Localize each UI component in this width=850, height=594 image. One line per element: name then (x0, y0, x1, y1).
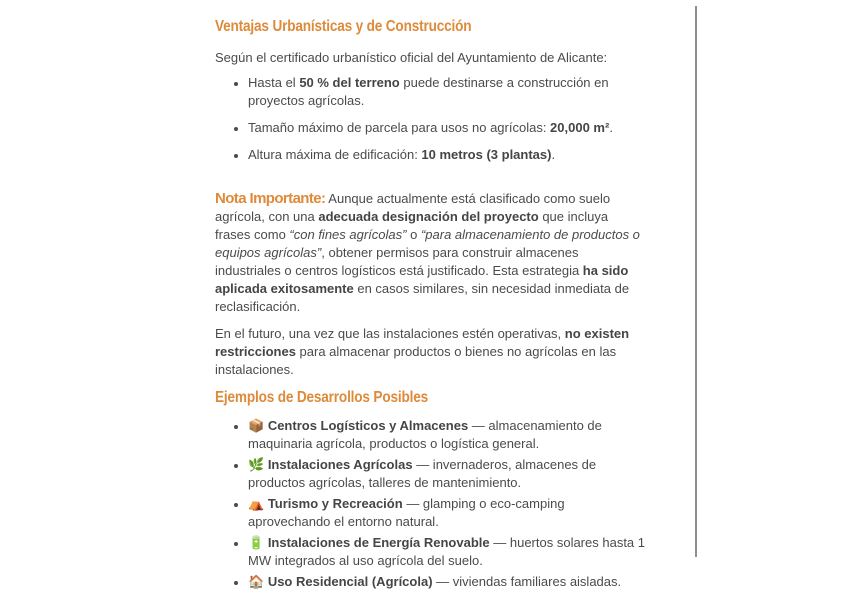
example-title: Turismo y Recreación (267, 496, 403, 511)
example-title: Uso Residencial (Agrícola) (267, 574, 433, 589)
list-item (248, 417, 645, 453)
examples-list (215, 417, 645, 591)
future-text: para almacenar productos o bienes no agrícolas en las instalaciones. (215, 344, 617, 377)
pane-divider (695, 6, 697, 557)
future-text: En el futuro, una vez que las instalaciones estén operativas, (215, 326, 565, 341)
package-icon: 📦 (248, 418, 265, 433)
list-item (248, 573, 645, 591)
list-item-bold: 20,000 m² (550, 120, 610, 135)
list-item (248, 495, 645, 531)
example-title: Instalaciones Agrícolas (267, 457, 413, 472)
note-italic-quote: “para almacenamiento de productos o equipos agrícolas” (215, 227, 640, 260)
list-item-bold: 50 % del terreno (299, 75, 400, 90)
list-item-text: . (609, 120, 613, 135)
list-item-text: Altura máxima de edificación: (248, 147, 422, 162)
note-bold: adecuada designación del proyecto (318, 209, 539, 224)
list-item (248, 74, 645, 110)
list-item-text: . (551, 147, 556, 162)
future-bold: no existen restricciones (215, 326, 630, 359)
note-italic-quote: “con fines agrícolas” (289, 227, 407, 242)
example-desc: — almacenamiento de maquinaria agrícola, productos o logística general. (248, 418, 602, 451)
note-text: que incluya frases como (215, 209, 609, 242)
list-item-text: Hasta el (248, 75, 300, 90)
advantages-list (215, 74, 645, 164)
list-item-text: Tamaño máximo de parcela para usos no agrícolas: (248, 120, 551, 135)
list-item-text: puede destinarse a construcción en proyectos agrícolas. (248, 75, 609, 108)
heading-ejemplos-desarrollos: Ejemplos de Desarrollos Posibles (215, 389, 429, 406)
note-bold: ha sido aplicada exitosamente (215, 263, 629, 296)
list-item (248, 119, 645, 137)
list-item (248, 534, 645, 570)
intro-paragraph: Según el certificado urbanístico oficial del Ayuntamiento de Alicante: (215, 50, 608, 65)
example-desc: — viviendas familiares aisladas. (436, 574, 622, 589)
herb-icon: 🌿 (248, 457, 265, 472)
document-content (215, 0, 645, 594)
note-text: , obtener permisos para construir almacenes industriales o centros logísticos está justificado. Esta estrategia (215, 245, 583, 278)
example-title: Centros Logísticos y Almacenes (267, 418, 469, 433)
note-text: Aunque actualmente está clasificado como suelo agrícola, con una (215, 191, 611, 224)
example-desc: — glamping o eco-camping aprovechando el entorno natural. (248, 496, 565, 529)
important-note-paragraph (215, 190, 645, 316)
note-text: en casos similares, sin necesidad inmediata de reclasificación. (215, 281, 630, 314)
house-icon: 🏠 (248, 574, 265, 589)
note-label: Nota Importante: (215, 190, 326, 207)
example-title: Instalaciones de Energía Renovable (267, 535, 490, 550)
list-item (248, 146, 645, 164)
example-desc: — huertos solares hasta 1 MW integrados al uso agrícola del suelo. (248, 535, 645, 568)
example-desc: — invernaderos, almacenes de productos agrícolas, talleres de mantenimiento. (248, 457, 597, 490)
list-item (248, 456, 645, 492)
heading-ventajas-urbanisticas: Ventajas Urbanísticas y de Construcción (215, 18, 472, 35)
note-text: o (406, 227, 421, 242)
tent-icon: ⛺ (248, 496, 265, 511)
battery-icon: 🔋 (248, 535, 265, 550)
list-item-bold: 10 metros (3 plantas) (421, 147, 552, 162)
future-paragraph (215, 325, 645, 379)
